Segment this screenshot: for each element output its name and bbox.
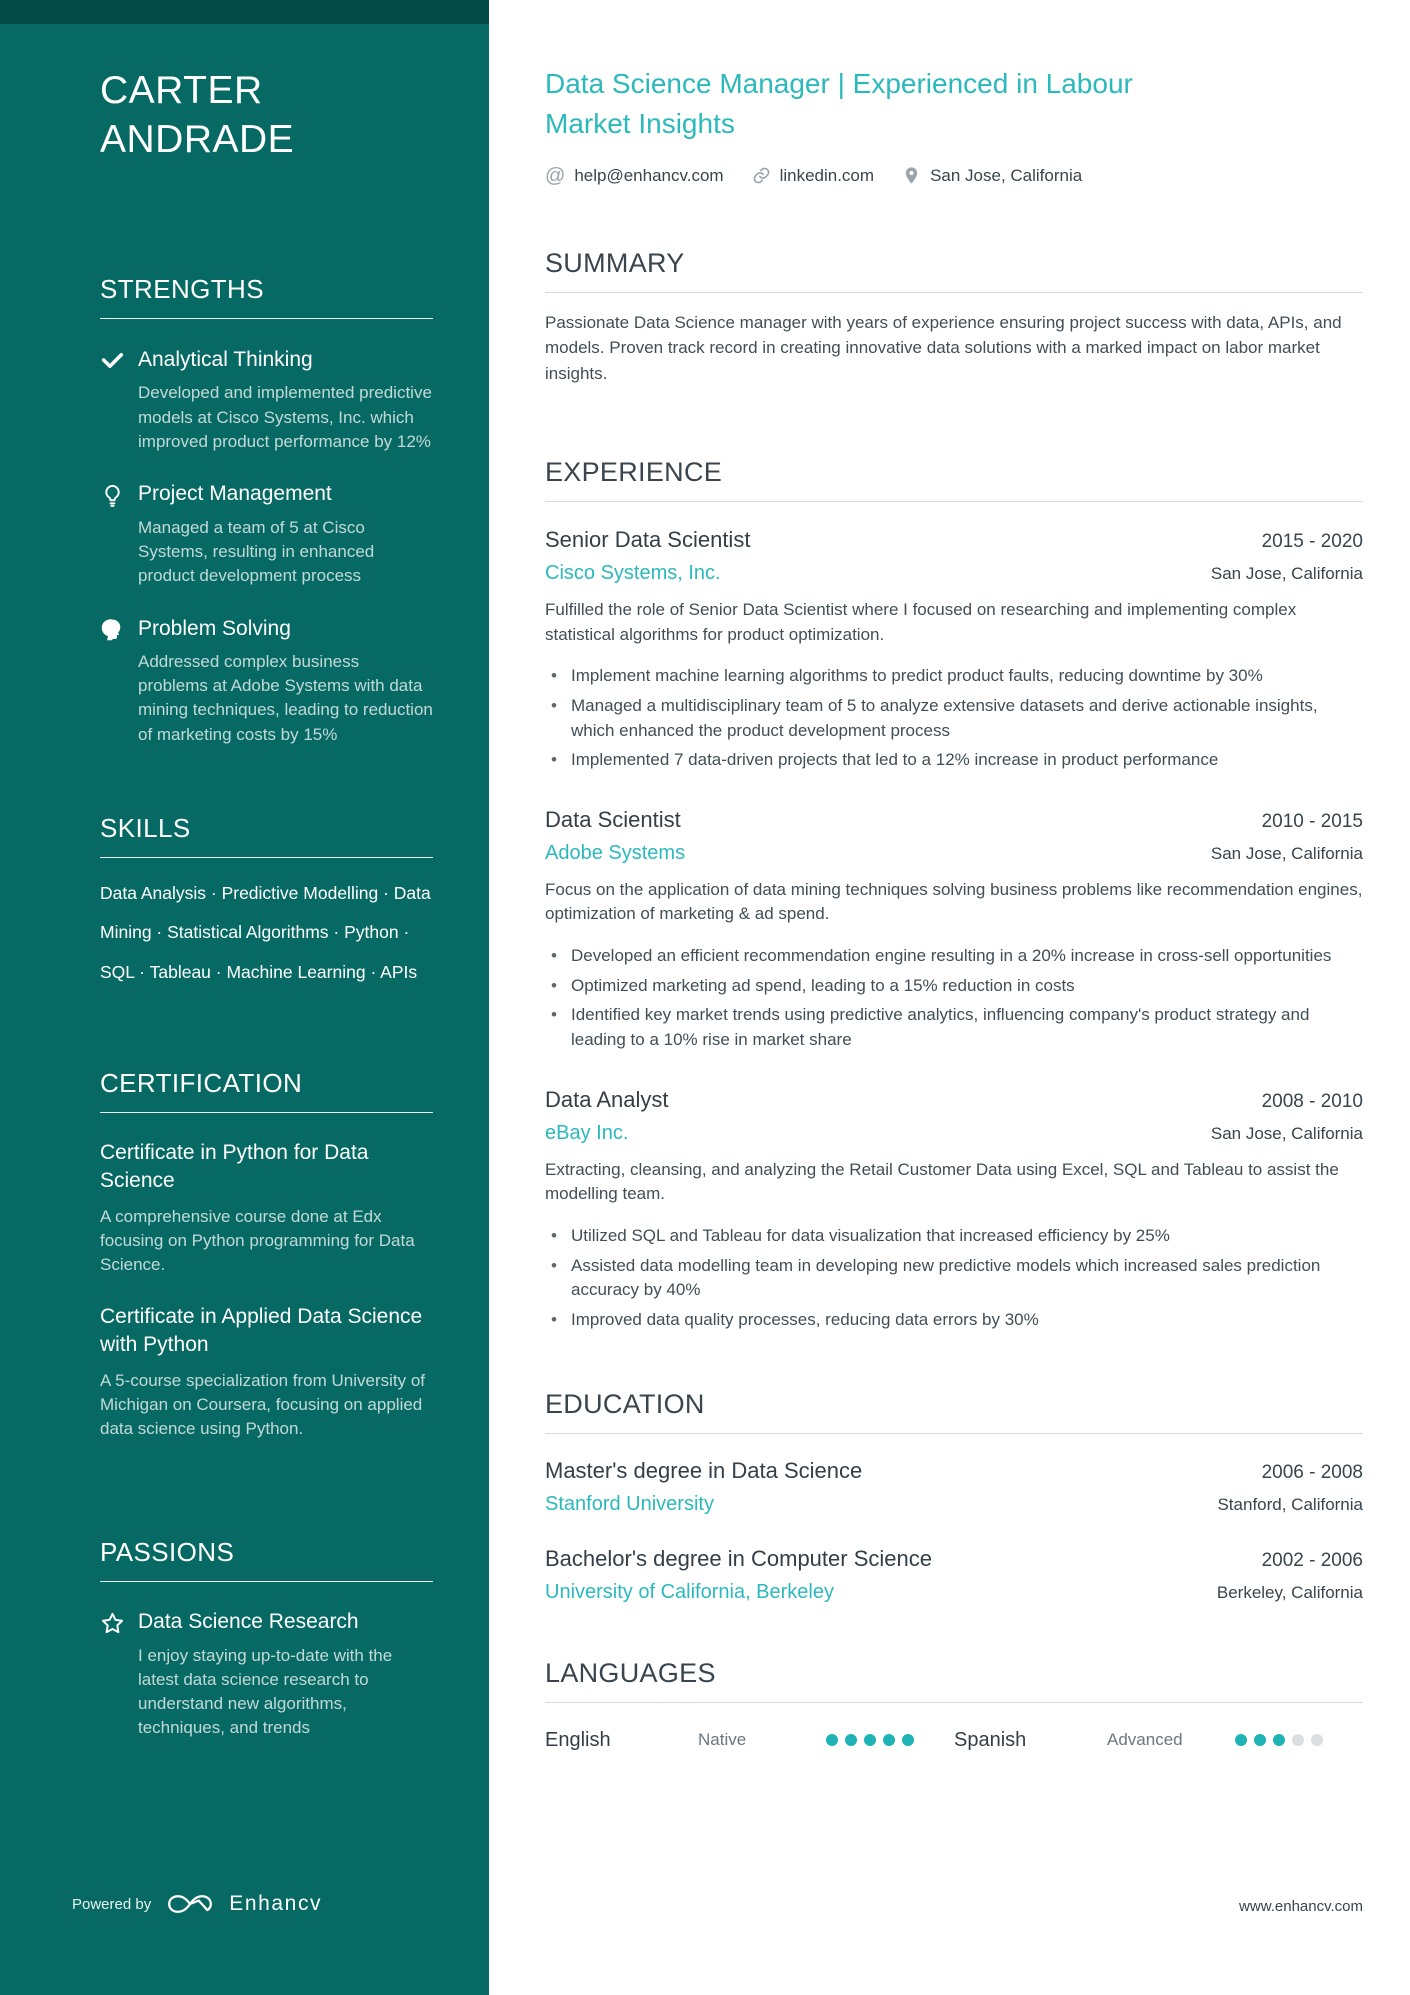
passions-heading: PASSIONS	[100, 1536, 235, 1567]
passion-title: Data Science Research	[138, 1610, 359, 1634]
job-description: Extracting, cleansing, and analyzing the Retail Customer Data using Excel, SQL and Tableau to assist the modelling team.	[545, 1159, 1339, 1204]
candidate-name: CARTER ANDRADE	[100, 69, 295, 162]
experience-entry	[545, 527, 1363, 773]
languages-divider	[545, 1702, 1363, 1703]
strength-title: Analytical Thinking	[138, 347, 313, 371]
job-company: Cisco Systems, Inc.	[545, 562, 721, 584]
experience-divider	[545, 501, 1363, 502]
strengths-heading: STRENGTHS	[100, 274, 264, 305]
experience-section	[545, 457, 1363, 1333]
passions-section	[100, 1537, 433, 1741]
website-link[interactable]: www.enhancv.com	[1239, 1898, 1363, 1915]
experience-entry	[545, 1087, 1363, 1333]
skills-section	[100, 813, 433, 993]
job-bullet-list	[545, 944, 1363, 1053]
job-bullet-list	[545, 664, 1363, 773]
language-proficiency-dots	[826, 1734, 954, 1746]
sidebar-top-band	[0, 0, 489, 24]
experience-heading: EXPERIENCE	[545, 457, 723, 487]
brand-name: Enhancv	[229, 1892, 323, 1915]
school-name: Stanford University	[545, 1492, 714, 1515]
job-location: San Jose, California	[1210, 1123, 1363, 1143]
degree-dates: 2006 - 2008	[1261, 1461, 1363, 1483]
strength-text: Managed a team of 5 at Cisco Systems, resulting in enhanced product development process	[138, 517, 375, 585]
job-company: eBay Inc.	[545, 1121, 629, 1144]
degree-title: Bachelor's degree in Computer Science	[545, 1545, 932, 1571]
job-bullet-list	[545, 1224, 1363, 1333]
language-name: English	[545, 1728, 611, 1751]
language-name: Spanish	[954, 1728, 1027, 1751]
strength-text: Developed and implemented predictive models at Cisco Systems, Inc. which improved product performance by 12%	[138, 383, 432, 451]
contact-linkedin-label[interactable]: linkedin.com	[779, 165, 875, 185]
job-bullet: • Developed an efficient recommendation engine resulting in a 20% increase in cross-sell opportunities	[571, 944, 1363, 969]
summary-divider	[545, 292, 1363, 293]
language-item	[954, 1729, 1363, 1752]
contact-location	[902, 166, 1082, 186]
summary-heading: SUMMARY	[545, 247, 685, 278]
at-icon: @	[545, 164, 566, 187]
contact-email-label[interactable]: help@enhancv.com	[574, 165, 724, 185]
strengths-section	[100, 274, 433, 746]
strength-item	[100, 615, 433, 747]
languages-heading: LANGUAGES	[545, 1657, 716, 1688]
certification-heading: CERTIFICATION	[100, 1068, 303, 1099]
job-description: Focus on the application of data mining techniques solving business problems like recommendation engines, optimization of marketing & ad spend.	[545, 879, 1363, 924]
certification-item	[100, 1303, 433, 1441]
language-level: Advanced	[1107, 1730, 1183, 1750]
education-heading: EDUCATION	[545, 1388, 705, 1419]
strength-item	[100, 481, 433, 588]
sidebar	[0, 0, 489, 1995]
school-name: University of California, Berkeley	[545, 1580, 834, 1603]
job-bullet: • Implemented 7 data-driven projects that led to a 12% increase in product performance	[571, 748, 1363, 773]
language-proficiency-dots	[1235, 1734, 1363, 1746]
contact-linkedin[interactable]	[752, 166, 875, 186]
job-company: Adobe Systems	[545, 841, 686, 864]
star-icon	[100, 1611, 125, 1636]
enhancv-logo-icon	[164, 1889, 216, 1919]
degree-dates: 2002 - 2006	[1261, 1549, 1363, 1571]
education-section	[545, 1389, 1363, 1604]
job-title: Senior Data Scientist	[545, 527, 751, 552]
job-location: San Jose, California	[1210, 843, 1363, 863]
strength-item	[100, 346, 433, 453]
head-icon	[100, 617, 125, 642]
job-dates: 2010 - 2015	[1261, 810, 1363, 832]
job-description: Fulfilled the role of Senior Data Scientist where I focused on researching and implementing complex statistical algorithms for product optimization.	[545, 600, 1297, 644]
job-dates: 2008 - 2010	[1261, 1090, 1363, 1112]
link-icon	[752, 166, 771, 185]
contact-email[interactable]	[545, 166, 724, 186]
job-bullet: • Assisted data modelling team in developing new predictive models which increased sales prediction accuracy by 40%	[571, 1254, 1363, 1303]
certification-section	[100, 1068, 433, 1441]
degree-title: Master's degree in Data Science	[545, 1457, 863, 1483]
certification-item	[100, 1139, 433, 1277]
certification-text: A 5-course specialization from University of Michigan on Coursera, focusing on applied data science using Python.	[100, 1370, 426, 1438]
passion-text: I enjoy staying up-to-date with the latest data science research to understand new algorithms, techniques, and trends	[138, 1645, 393, 1738]
job-bullet: • Implement machine learning algorithms to predict product faults, reducing downtime by 30%	[571, 664, 1363, 689]
experience-entry	[545, 807, 1363, 1053]
strength-text: Addressed complex business problems at Adobe Systems with data mining techniques, leading to reduction of marketing costs by 15%	[138, 652, 433, 744]
language-level: Native	[698, 1730, 747, 1750]
contact-location-label: San Jose, California	[930, 165, 1083, 185]
main-content	[489, 0, 1410, 1995]
education-entry	[545, 1546, 1363, 1604]
certification-title: Certificate in Applied Data Science with Python	[100, 1305, 423, 1356]
strengths-divider	[100, 318, 433, 319]
powered-by-label: Powered by	[72, 1895, 152, 1913]
pin-icon	[902, 166, 921, 185]
job-bullet: • Optimized marketing ad spend, leading to a 15% reduction in costs	[571, 974, 1363, 999]
summary-text: Passionate Data Science manager with years of experience ensuring project success with data, APIs, and models. Proven track record in creating innovative data solutions with a marked impact on labor market insights.	[545, 312, 1342, 383]
languages-row	[545, 1729, 1363, 1752]
certification-title: Certificate in Python for Data Science	[100, 1141, 369, 1192]
education-entry	[545, 1458, 1363, 1516]
job-title: Data Scientist	[545, 806, 681, 832]
strength-title: Problem Solving	[138, 616, 291, 640]
certification-text: A comprehensive course done at Edx focusing on Python programming for Data Science.	[100, 1206, 415, 1274]
summary-section	[545, 248, 1363, 404]
lightbulb-icon	[100, 483, 125, 508]
job-dates: 2015 - 2020	[1261, 531, 1363, 552]
strength-title: Project Management	[138, 482, 332, 506]
certification-divider	[100, 1112, 433, 1113]
passion-item	[100, 1609, 433, 1741]
job-bullet: • Improved data quality processes, reducing data errors by 30%	[571, 1308, 1363, 1333]
language-item	[545, 1729, 954, 1752]
skills-heading: SKILLS	[100, 812, 191, 843]
page-title: Data Science Manager | Experienced in Labour Market Insights	[545, 68, 1133, 139]
check-icon	[100, 348, 125, 373]
job-bullet: • Identified key market trends using predictive analytics, influencing company's product strategy and leading to a 10% rise in market share	[571, 1003, 1363, 1052]
school-location: Stanford, California	[1217, 1494, 1363, 1514]
job-location: San Jose, California	[1210, 564, 1363, 583]
languages-section	[545, 1658, 1363, 1752]
contact-row	[545, 166, 1363, 186]
job-title: Data Analyst	[545, 1086, 669, 1112]
job-bullet: • Managed a multidisciplinary team of 5 to analyze extensive datasets and derive actionable insights, which enhanced the product development process	[571, 694, 1363, 743]
passions-divider	[100, 1581, 433, 1582]
education-divider	[545, 1433, 1363, 1434]
job-bullet: • Utilized SQL and Tableau for data visualization that increased efficiency by 25%	[571, 1224, 1363, 1249]
skills-divider	[100, 857, 433, 858]
school-location: Berkeley, California	[1216, 1582, 1363, 1602]
skills-list: Data Analysis · Predictive Modelling · Data Mining · Statistical Algorithms · Python · SQL · Tableau · Machine Learning · APIs	[100, 882, 431, 982]
sidebar-footer	[72, 1889, 433, 1919]
